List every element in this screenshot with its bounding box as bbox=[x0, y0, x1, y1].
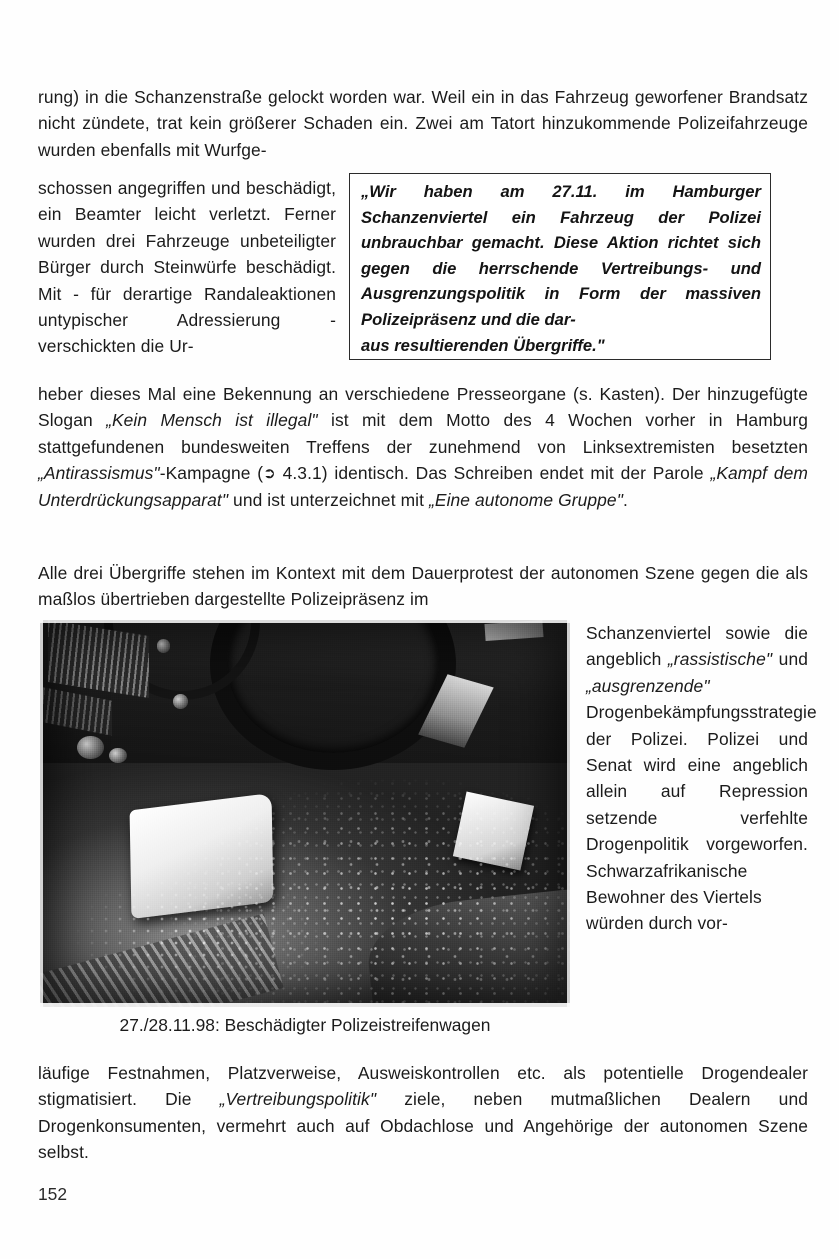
after-box-segment-3: -Kampagne ( bbox=[159, 463, 264, 484]
damaged-police-car-photo bbox=[40, 620, 570, 1007]
photo-vignette bbox=[40, 620, 570, 1007]
photo-edge-right bbox=[567, 620, 570, 1007]
slogan-quote-kein-mensch-ist-illegal: „Kein Mensch ist illegal" bbox=[106, 410, 318, 431]
quote-box-last-line: aus resultierenden Übergriffe." bbox=[361, 335, 605, 355]
intro-paragraph: rung) in die Schanzenstraße gelockt worden war. Weil ein in das Fahrzeug geworfener Brandsatz nicht zündete, trat kein größerer Schaden ein. Zwei am Tatort hinzukommende Polizeifahrzeuge wurden ebenfalls mit Wurfge- bbox=[38, 87, 808, 160]
page-number: 152 bbox=[38, 1184, 68, 1204]
wrap-right-segment-3: Drogenbekämpfungsstrategie der Polizei. Polizei und Senat wird eine angeblich allein auf Repression setzende verfehlte Drogenpolitik vorgeworfen. Schwarzafrikanische Bewohner des Viertels bbox=[586, 702, 817, 908]
signature-quote-eine-autonome-gruppe: „Eine autonome Gruppe" bbox=[428, 489, 623, 510]
quote-box bbox=[349, 173, 771, 360]
after-box-segment-2: ist mit dem Motto des 4 Wochen vorher in Hamburg stattgefundenen bundesweiten Treffens der zunehmend von Linksextremisten besetzten bbox=[38, 410, 808, 457]
photo-edge-left bbox=[40, 620, 43, 1007]
campaign-quote-antirassismus: „Antirassismus" bbox=[38, 463, 160, 484]
bottom-segment-1: läufige Festnahmen, Platzverweise, Ausweiskontrollen etc. als potentielle Drogendealer stigmatisiert. Die bbox=[38, 1063, 808, 1110]
quote-box-text bbox=[361, 179, 761, 358]
bottom-segment-2: ziele, neben mutmaßlichen Dealern und Drogenkonsumenten, vermehrt auch auf Obdachlose und Angehörige der autonomen Szene selbst. bbox=[38, 1089, 808, 1163]
bottom-paragraph bbox=[38, 1060, 808, 1166]
after-box-segment-1: heber dieses Mal eine Bekennung an verschiedene Presseorgane (s. Kasten). Der hinzugefügte Slogan bbox=[38, 384, 808, 431]
quote-vertreibungspolitik: „Vertreibungspolitik" bbox=[219, 1089, 377, 1110]
photo-caption: 27./28.11.98: Beschädigter Polizeistreifenwagen bbox=[119, 1015, 491, 1035]
photo-figure bbox=[40, 620, 570, 1007]
after-box-paragraph bbox=[38, 381, 808, 513]
cross-reference-arrow-icon: ➲ bbox=[263, 465, 276, 483]
after-box-segment-4: ) identisch. Das Schreiben endet mit der Parole bbox=[321, 463, 711, 484]
cross-reference-number: 4.3.1 bbox=[275, 463, 322, 484]
wrap-right-column-paragraph bbox=[586, 620, 817, 937]
wrap-right-last-line: würden durch vor- bbox=[586, 913, 728, 934]
after-box-segment-5: und ist unterzeichnet mit bbox=[228, 489, 429, 510]
after-box-segment-6: . bbox=[622, 489, 628, 510]
photo-edge-top bbox=[40, 620, 570, 623]
quote-box-body: „Wir haben am 27.11. im Hamburger Schanzenviertel ein Fahrzeug der Polizei unbrauchbar gemacht. Diese Aktion richtet sich gegen die herrschende Vertreibungs- und Ausgrenzungspolitik in Form der massiven Polizeipräsenz und die dar- bbox=[361, 182, 761, 329]
wrap-right-segment-2: und bbox=[772, 649, 808, 670]
lead-paragraph: Alle drei Übergriffe stehen im Kontext mit dem Dauerprotest der autonomen Szene gegen die als maßlos übertrieben dargestellte Polizeipräsenz im bbox=[38, 563, 808, 610]
slogan-quote-kampf-dem-unterdrueckungsapparat: „Kampf dem Unterdrückungsapparat" bbox=[38, 463, 808, 510]
quote-ausgrenzende: „ausgrenzende" bbox=[586, 675, 710, 696]
photo-edge-bottom bbox=[40, 1003, 570, 1007]
wrap-left-column-paragraph: schossen angegriffen und beschädigt, ein Beamter leicht verletzt. Ferner wurden drei Fahrzeuge unbeteiligter Bürger durch Steinwürfe beschädigt. Mit - für derartige Randaleaktionen untypischer Adressierung - verschickten die Ur- bbox=[38, 178, 336, 357]
quote-rassistische: „rassistische" bbox=[667, 649, 773, 670]
wrap-right-segment-1: Schanzenviertel sowie die angeblich bbox=[586, 623, 808, 670]
